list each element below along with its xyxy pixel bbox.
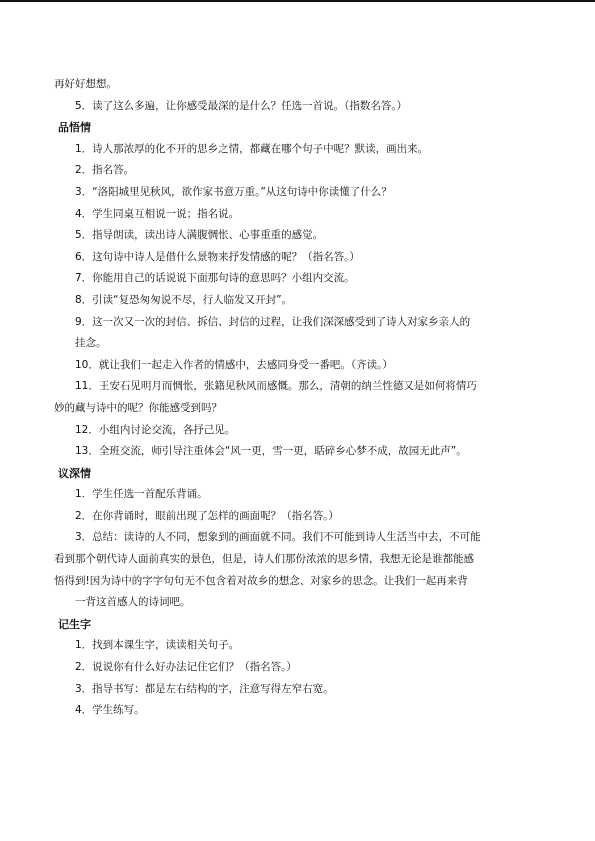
list-item-continuation: 看到那个朝代诗人面前真实的景色，但是，诗人们那份浓浓的思乡情，我想无论是谁都能感 — [54, 553, 474, 566]
list-item: 4．学生同桌互相说一说；指名说。 — [75, 207, 240, 220]
list-item: 8．引读“复恐匆匆说不尽，行人临发又开封”。 — [75, 293, 293, 306]
list-item: 2．指名答。 — [75, 164, 135, 177]
list-item: 2．在你背诵时，眼前出现了怎样的画面呢？（指名答。） — [75, 509, 339, 522]
list-item: 3．“洛阳城里见秋风，欲作家书意万重。”从这句诗中你读懂了什么？ — [75, 185, 392, 198]
list-item: 11．王安石见明月而惆怅，张籍见秋风而感慨。那么，清朝的纳兰性德又是如何将情巧 — [75, 380, 477, 393]
header-rule — [0, 0, 595, 2]
list-item-continuation: 一背这首感人的诗词吧。 — [75, 596, 191, 609]
list-item-continuation: 悟得到!因为诗中的字字句句无不包含着对故乡的想念、对家乡的思念。让我们一起再来背 — [54, 574, 468, 587]
list-item: 3．指导书写：都是左右结构的字，注意写得左窄右宽。 — [75, 682, 334, 695]
intro-item-5: 5．读了这么多遍，让你感受最深的是什么？任选一首说。（指数名答。） — [75, 99, 408, 112]
list-item: 4．学生练写。 — [75, 704, 145, 717]
list-item: 3．总结：读诗的人不同，想象到的画面就不同。我们不可能到诗人生活当中去，不可能 — [75, 531, 481, 544]
list-item: 12．小组内讨论交流，各抒己见。 — [75, 423, 236, 436]
list-item: 1．诗人那浓厚的化不开的思乡之情，都藏在哪个句子中呢？默读，画出来。 — [75, 142, 429, 155]
section-heading-pinwuqing: 品悟情 — [58, 121, 91, 135]
list-item: 13．全班交流，师引导注重体会“风一更，雪一更，聒碎乡心梦不成，故园无此声”。 — [75, 445, 467, 458]
list-item: 7．你能用自己的话说说下面那句诗的意思吗？小组内交流。 — [75, 272, 355, 285]
document-body — [54, 74, 544, 722]
list-item: 5．指导朗读，读出诗人满腹惆怅、心事重重的感觉。 — [75, 229, 324, 242]
list-item: 10．就让我们一起走入作者的情感中，去感同身受一番吧。（齐读。） — [75, 358, 393, 371]
section-heading-yishenqing: 议深情 — [58, 466, 91, 480]
intro-line-1: 再好好想想。 — [54, 78, 117, 90]
section-heading-jishengzi: 记生字 — [58, 617, 91, 631]
list-item-continuation: 挂念。 — [75, 337, 107, 350]
list-item: 9．这一次又一次的封信、拆信、封信的过程，让我们深深感受到了诗人对家乡亲人的 — [75, 315, 471, 328]
list-item: 1．找到本课生字，读读相关句子。 — [75, 639, 240, 652]
list-item: 2．说说你有什么好办法记住它们？（指名答。） — [75, 661, 297, 674]
list-item: 1．学生任选一首配乐背诵。 — [75, 488, 208, 501]
list-item: 6．这句诗中诗人是借什么景物来抒发情感的呢？（指名答。） — [75, 250, 360, 263]
list-item-continuation: 妙的藏与诗中的呢？你能感受到吗？ — [54, 401, 222, 414]
